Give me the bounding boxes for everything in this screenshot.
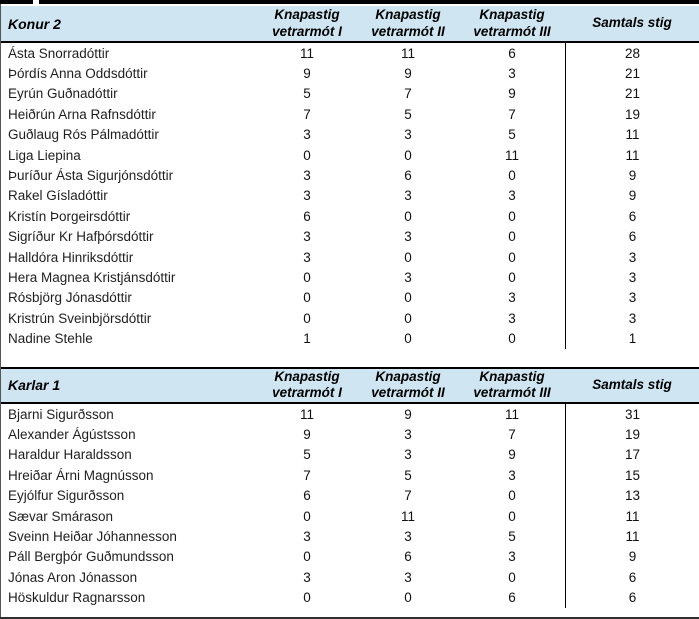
- table-row: [1, 288, 699, 308]
- score-event-2: 0: [404, 331, 412, 347]
- column-header-event-2: Knapastig vetrarmót II: [371, 7, 445, 39]
- table-row: [1, 547, 699, 567]
- score-event-1: 3: [303, 229, 311, 245]
- score-event-3: 0: [508, 569, 516, 585]
- table-row: [1, 465, 699, 485]
- top-border-bar: [0, 0, 699, 4]
- table-row: [1, 63, 699, 83]
- column-header-event-1: Knapastig vetrarmót I: [272, 7, 342, 39]
- rider-name: Heiðrún Arna Rafnsdóttir: [8, 106, 156, 122]
- total-points: 9: [565, 186, 699, 206]
- column-header-event-3: Knapastig vetrarmót III: [473, 7, 551, 39]
- score-event-2: 7: [404, 86, 412, 102]
- rider-name: Nadine Stehle: [8, 331, 93, 347]
- score-event-2: 3: [404, 447, 412, 463]
- rider-name: Bjarni Sigurðsson: [8, 406, 114, 422]
- score-event-2: 0: [404, 249, 412, 265]
- rider-name: Alexander Ágústsson: [8, 426, 136, 442]
- table-row: [1, 404, 699, 424]
- score-event-1: 0: [303, 269, 311, 285]
- score-event-2: 9: [404, 406, 412, 422]
- table-row: [1, 328, 699, 348]
- total-points: 6: [565, 567, 699, 587]
- total-points: 21: [565, 84, 699, 104]
- score-event-2: 5: [404, 467, 412, 483]
- rider-name: Liga Liepina: [8, 147, 81, 163]
- total-points: 6: [565, 206, 699, 226]
- rider-name: Eyjólfur Sigurðsson: [8, 488, 125, 504]
- score-event-1: 0: [303, 549, 311, 565]
- total-points: 3: [565, 267, 699, 287]
- rider-name: Rakel Gísladóttir: [8, 188, 108, 204]
- score-event-2: 0: [404, 310, 412, 326]
- rider-name: Haraldur Haraldsson: [8, 447, 132, 463]
- table-row: [1, 587, 699, 607]
- total-points: 21: [565, 63, 699, 83]
- total-points: 19: [565, 104, 699, 124]
- score-event-3: 11: [504, 406, 519, 422]
- score-event-1: 3: [303, 249, 311, 265]
- score-event-1: 0: [303, 508, 311, 524]
- table-row: [1, 567, 699, 587]
- score-event-2: 11: [400, 45, 415, 61]
- score-event-3: 0: [508, 229, 516, 245]
- score-event-3: 11: [504, 147, 519, 163]
- rider-name: Eyrún Guðnadóttir: [8, 86, 118, 102]
- total-points: 17: [565, 445, 699, 465]
- score-event-1: 3: [303, 188, 311, 204]
- table-row: [1, 247, 699, 267]
- total-points: 28: [565, 43, 699, 63]
- group-title: Karlar 1: [8, 377, 61, 394]
- table-row: [1, 506, 699, 526]
- table-row: [1, 227, 699, 247]
- score-event-3: 9: [508, 86, 516, 102]
- rider-name: Sigríður Kr Hafþórsdóttir: [8, 229, 154, 245]
- score-event-3: 3: [508, 66, 516, 82]
- score-event-1: 3: [303, 127, 311, 143]
- total-points: 11: [565, 145, 699, 165]
- score-event-2: 5: [404, 106, 412, 122]
- total-points: 11: [565, 125, 699, 145]
- column-header-total: Samtals stig: [592, 377, 672, 393]
- table-row: [1, 84, 699, 104]
- score-event-3: 5: [508, 528, 516, 544]
- score-event-2: 3: [404, 528, 412, 544]
- score-event-3: 3: [508, 290, 516, 306]
- score-event-1: 11: [299, 45, 314, 61]
- score-event-2: 0: [404, 290, 412, 306]
- rider-name: Kristrún Sveinbjörsdóttir: [8, 310, 152, 326]
- score-event-2: 3: [404, 269, 412, 285]
- score-event-3: 7: [508, 106, 516, 122]
- top-border-gap: [33, 0, 39, 4]
- score-event-1: 5: [303, 86, 311, 102]
- rider-name: Jónas Aron Jónasson: [8, 569, 138, 585]
- score-event-1: 1: [303, 331, 311, 347]
- score-event-3: 9: [508, 447, 516, 463]
- rider-name: Sævar Smárason: [8, 508, 114, 524]
- score-event-2: 0: [404, 208, 412, 224]
- table-header-row: [1, 6, 699, 43]
- score-event-1: 11: [299, 406, 314, 422]
- table-row: [1, 308, 699, 328]
- table-body: [1, 43, 699, 349]
- score-event-1: 6: [303, 488, 311, 504]
- table-row: [1, 424, 699, 444]
- score-event-1: 9: [303, 426, 311, 442]
- score-event-1: 6: [303, 208, 311, 224]
- score-event-1: 3: [303, 168, 311, 184]
- rider-name: Rósbjörg Jónasdóttir: [8, 290, 132, 306]
- score-event-3: 0: [508, 331, 516, 347]
- table-row: [1, 43, 699, 63]
- score-event-1: 0: [303, 147, 311, 163]
- score-event-1: 5: [303, 447, 311, 463]
- rider-name: Kristín Þorgeirsdóttir: [8, 208, 131, 224]
- total-points: 9: [565, 547, 699, 567]
- score-event-2: 3: [404, 569, 412, 585]
- rider-name: Höskuldur Ragnarsson: [8, 590, 146, 606]
- score-event-3: 3: [508, 188, 516, 204]
- total-points: 11: [565, 506, 699, 526]
- score-event-2: 3: [404, 188, 412, 204]
- score-event-1: 9: [303, 66, 311, 82]
- score-event-2: 6: [404, 168, 412, 184]
- table-header-row: [1, 367, 699, 404]
- total-points: 9: [565, 165, 699, 185]
- column-header-event-1: Knapastig vetrarmót I: [272, 368, 342, 401]
- score-event-2: 3: [404, 229, 412, 245]
- table-row: [1, 526, 699, 546]
- score-event-3: 6: [508, 45, 516, 61]
- score-event-3: 7: [508, 426, 516, 442]
- rider-name: Hera Magnea Kristjánsdóttir: [8, 269, 176, 285]
- score-event-2: 11: [400, 508, 415, 524]
- score-table: [1, 6, 699, 349]
- score-event-3: 0: [508, 488, 516, 504]
- table-row: [1, 485, 699, 505]
- total-points: 6: [565, 227, 699, 247]
- score-event-1: 3: [303, 528, 311, 544]
- table-row: [1, 145, 699, 165]
- score-event-1: 0: [303, 290, 311, 306]
- group-title: Konur 2: [8, 15, 61, 32]
- rider-name: Sveinn Heiðar Jóhannesson: [8, 528, 177, 544]
- total-points: 3: [565, 308, 699, 328]
- score-event-3: 3: [508, 310, 516, 326]
- table-row: [1, 104, 699, 124]
- score-event-1: 0: [303, 310, 311, 326]
- table-row: [1, 125, 699, 145]
- score-event-2: 6: [404, 549, 412, 565]
- score-event-3: 6: [508, 590, 516, 606]
- score-event-1: 7: [303, 106, 311, 122]
- rider-name: Þuríður Ásta Sigurjónsdóttir: [8, 168, 174, 184]
- rider-name: Guðlaug Rós Pálmadóttir: [8, 127, 159, 143]
- table-row: [1, 445, 699, 465]
- column-header-total: Samtals stig: [592, 15, 672, 31]
- score-tables-container: [1, 6, 699, 608]
- score-event-2: 7: [404, 488, 412, 504]
- score-event-2: 9: [404, 66, 412, 82]
- column-header-event-3: Knapastig vetrarmót III: [473, 368, 551, 401]
- score-event-3: 0: [508, 208, 516, 224]
- total-points: 31: [565, 404, 699, 424]
- left-border-line: [0, 0, 1, 619]
- score-event-3: 0: [508, 168, 516, 184]
- score-event-1: 0: [303, 590, 311, 606]
- score-event-2: 3: [404, 127, 412, 143]
- score-event-2: 0: [404, 590, 412, 606]
- score-event-3: 5: [508, 127, 516, 143]
- score-event-3: 0: [508, 269, 516, 285]
- total-points: 15: [565, 465, 699, 485]
- table-row: [1, 165, 699, 185]
- total-points: 3: [565, 288, 699, 308]
- rider-name: Þórdís Anna Oddsdóttir: [8, 66, 148, 82]
- table-row: [1, 206, 699, 226]
- total-points: 1: [565, 328, 699, 348]
- score-table: [1, 367, 699, 608]
- column-header-event-2: Knapastig vetrarmót II: [371, 368, 445, 401]
- table-row: [1, 267, 699, 287]
- total-points: 13: [565, 485, 699, 505]
- table-body: [1, 404, 699, 608]
- rider-name: Páll Bergþór Guðmundsson: [8, 549, 174, 565]
- score-event-2: 3: [404, 426, 412, 442]
- rider-name: Halldóra Hinriksdóttir: [8, 249, 134, 265]
- score-event-1: 3: [303, 569, 311, 585]
- total-points: 3: [565, 247, 699, 267]
- rider-name: Ásta Snorradóttir: [8, 45, 110, 61]
- score-event-2: 0: [404, 147, 412, 163]
- total-points: 19: [565, 424, 699, 444]
- score-event-1: 7: [303, 467, 311, 483]
- score-event-3: 3: [508, 467, 516, 483]
- total-points: 6: [565, 587, 699, 607]
- total-points: 11: [565, 526, 699, 546]
- table-row: [1, 186, 699, 206]
- score-event-3: 0: [508, 508, 516, 524]
- rider-name: Hreiðar Árni Magnússon: [8, 467, 154, 483]
- score-event-3: 0: [508, 249, 516, 265]
- score-event-3: 3: [508, 549, 516, 565]
